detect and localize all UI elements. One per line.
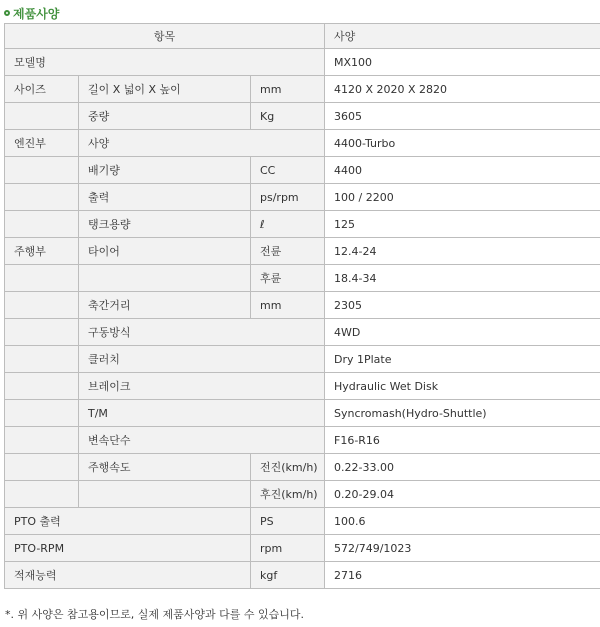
row-sublabel: 클러치	[79, 346, 325, 373]
row-unit: mm	[251, 292, 325, 319]
table-row	[5, 481, 600, 508]
row-value: 4WD	[325, 319, 600, 346]
row-unit: 전진(km/h)	[251, 454, 325, 481]
row-value: F16-R16	[325, 427, 600, 454]
row-label-empty	[5, 346, 79, 373]
table-row	[5, 400, 600, 427]
row-sublabel-empty	[79, 265, 251, 292]
row-label: PTO-RPM	[5, 535, 251, 562]
row-value: Dry 1Plate	[325, 346, 600, 373]
row-label-empty	[5, 400, 79, 427]
table-row	[5, 292, 600, 319]
table-row	[5, 157, 600, 184]
table-row	[5, 508, 600, 535]
row-sublabel: 타이어	[79, 238, 251, 265]
row-label-empty	[5, 265, 79, 292]
spec-table	[4, 23, 600, 589]
row-label-empty	[5, 211, 79, 238]
row-value: 0.20-29.04	[325, 481, 600, 508]
row-label-empty	[5, 319, 79, 346]
row-unit: kgf	[251, 562, 325, 589]
row-unit: CC	[251, 157, 325, 184]
row-value: 3605	[325, 103, 600, 130]
table-row	[5, 238, 600, 265]
header-item: 항목	[5, 24, 325, 49]
row-value: 2716	[325, 562, 600, 589]
row-label-empty	[5, 373, 79, 400]
table-row	[5, 211, 600, 238]
circle-bullet-icon	[4, 10, 10, 16]
table-row	[5, 562, 600, 589]
row-unit: ℓ	[251, 211, 325, 238]
section-title	[4, 4, 59, 22]
row-sublabel: 출력	[79, 184, 251, 211]
row-sublabel: 탱크용량	[79, 211, 251, 238]
row-value: 4120 X 2020 X 2820	[325, 76, 600, 103]
row-sublabel: 길이 X 넓이 X 높이	[79, 76, 251, 103]
row-value: 100.6	[325, 508, 600, 535]
row-label-empty	[5, 103, 79, 130]
row-sublabel-empty	[79, 481, 251, 508]
row-sublabel: T/M	[79, 400, 325, 427]
row-value: 12.4-24	[325, 238, 600, 265]
row-label: PTO 출력	[5, 508, 251, 535]
section-title-text: 제품사양	[13, 6, 60, 21]
row-sublabel: 구동방식	[79, 319, 325, 346]
header-spec: 사양	[325, 24, 600, 49]
row-value: 2305	[325, 292, 600, 319]
row-label: 적재능력	[5, 562, 251, 589]
table-row	[5, 427, 600, 454]
table-row	[5, 535, 600, 562]
row-label: 주행부	[5, 238, 79, 265]
row-value: 4400-Turbo	[325, 130, 600, 157]
table-row	[5, 265, 600, 292]
row-sublabel: 중량	[79, 103, 251, 130]
row-value: 125	[325, 211, 600, 238]
table-row	[5, 454, 600, 481]
row-value: Syncromash(Hydro-Shuttle)	[325, 400, 600, 427]
row-sublabel: 축간거리	[79, 292, 251, 319]
row-label-empty	[5, 481, 79, 508]
table-row	[5, 319, 600, 346]
table-header-row	[5, 24, 600, 49]
row-unit: PS	[251, 508, 325, 535]
row-value: 18.4-34	[325, 265, 600, 292]
row-label: 모델명	[5, 49, 325, 76]
row-label-empty	[5, 454, 79, 481]
row-label: 사이즈	[5, 76, 79, 103]
row-sublabel: 주행속도	[79, 454, 251, 481]
row-unit: ps/rpm	[251, 184, 325, 211]
row-unit: rpm	[251, 535, 325, 562]
row-value: 572/749/1023	[325, 535, 600, 562]
table-row	[5, 103, 600, 130]
row-unit: 후진(km/h)	[251, 481, 325, 508]
row-unit: mm	[251, 76, 325, 103]
row-label-empty	[5, 157, 79, 184]
table-row	[5, 49, 600, 76]
row-value: MX100	[325, 49, 600, 76]
row-sublabel: 배기량	[79, 157, 251, 184]
table-row	[5, 373, 600, 400]
row-label: 엔진부	[5, 130, 79, 157]
row-label-empty	[5, 292, 79, 319]
row-value: 100 / 2200	[325, 184, 600, 211]
row-sublabel: 변속단수	[79, 427, 325, 454]
row-sublabel: 사양	[79, 130, 325, 157]
row-label-empty	[5, 427, 79, 454]
row-sublabel: 브레이크	[79, 373, 325, 400]
row-value: 4400	[325, 157, 600, 184]
row-unit: Kg	[251, 103, 325, 130]
row-unit: 전륜	[251, 238, 325, 265]
table-row	[5, 130, 600, 157]
row-label-empty	[5, 184, 79, 211]
table-row	[5, 76, 600, 103]
table-row	[5, 346, 600, 373]
footnote: *. 위 사양은 참고용이므로, 실제 제품사양과 다를 수 있습니다.	[5, 608, 304, 621]
row-value: 0.22-33.00	[325, 454, 600, 481]
table-row	[5, 184, 600, 211]
row-unit: 후륜	[251, 265, 325, 292]
row-value: Hydraulic Wet Disk	[325, 373, 600, 400]
